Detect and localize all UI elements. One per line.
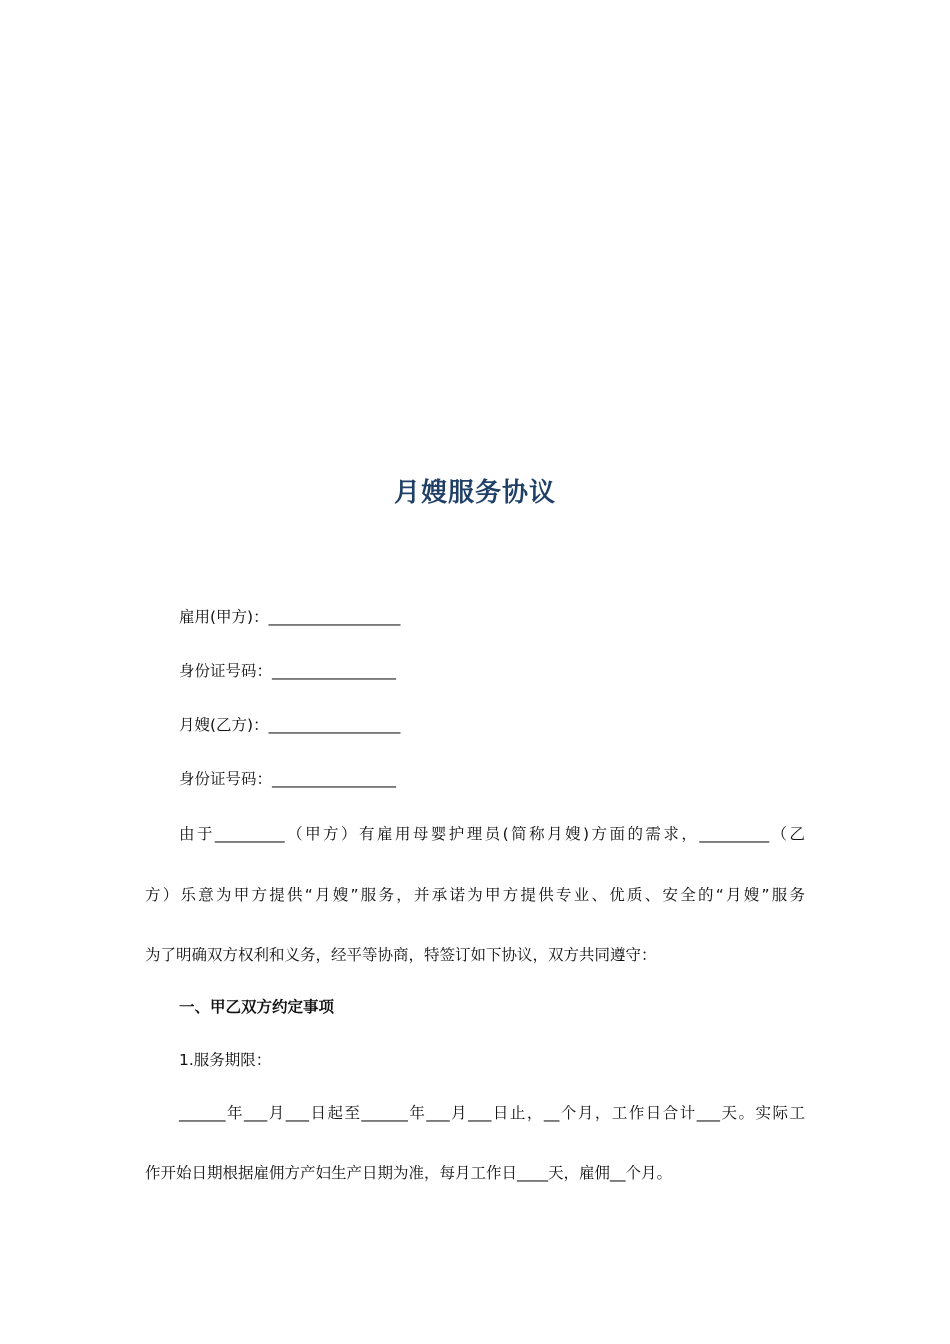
nanny-field: 月嫂(乙方)：_________________ xyxy=(179,716,401,734)
nanny-id-field: 身份证号码：________________ xyxy=(179,770,397,788)
service-term-title: 1.服务期限： xyxy=(179,1051,272,1069)
section-heading: 一、甲乙双方约定事项 xyxy=(179,998,335,1016)
service-term-line-2: 作开始日期根据雇佣方产妇生产日期为准，每月工作日____天，雇佣__个月。 xyxy=(145,1164,673,1182)
document-title: 月嫂服务协议 xyxy=(393,478,556,508)
employer-field: 雇用(甲方)：_________________ xyxy=(179,608,401,626)
employer-id-field: 身份证号码：________________ xyxy=(179,662,397,680)
service-term-line-1: ______年___月___日起至______年___月___日止，__个月，工作日合计___天。实际工 xyxy=(179,1104,805,1122)
preamble-line-3: 为了明确双方权利和义务，经平等协商，特签订如下协议，双方共同遵守： xyxy=(145,946,657,964)
preamble-line-2: 方）乐意为甲方提供“月嫂”服务，并承诺为甲方提供专业、优质、安全的“月嫂”服务 xyxy=(145,886,805,904)
preamble-line-1: 由于_________（甲方）有雇用母婴护理员(简称月嫂)方面的需求，_________（乙 xyxy=(179,825,805,843)
